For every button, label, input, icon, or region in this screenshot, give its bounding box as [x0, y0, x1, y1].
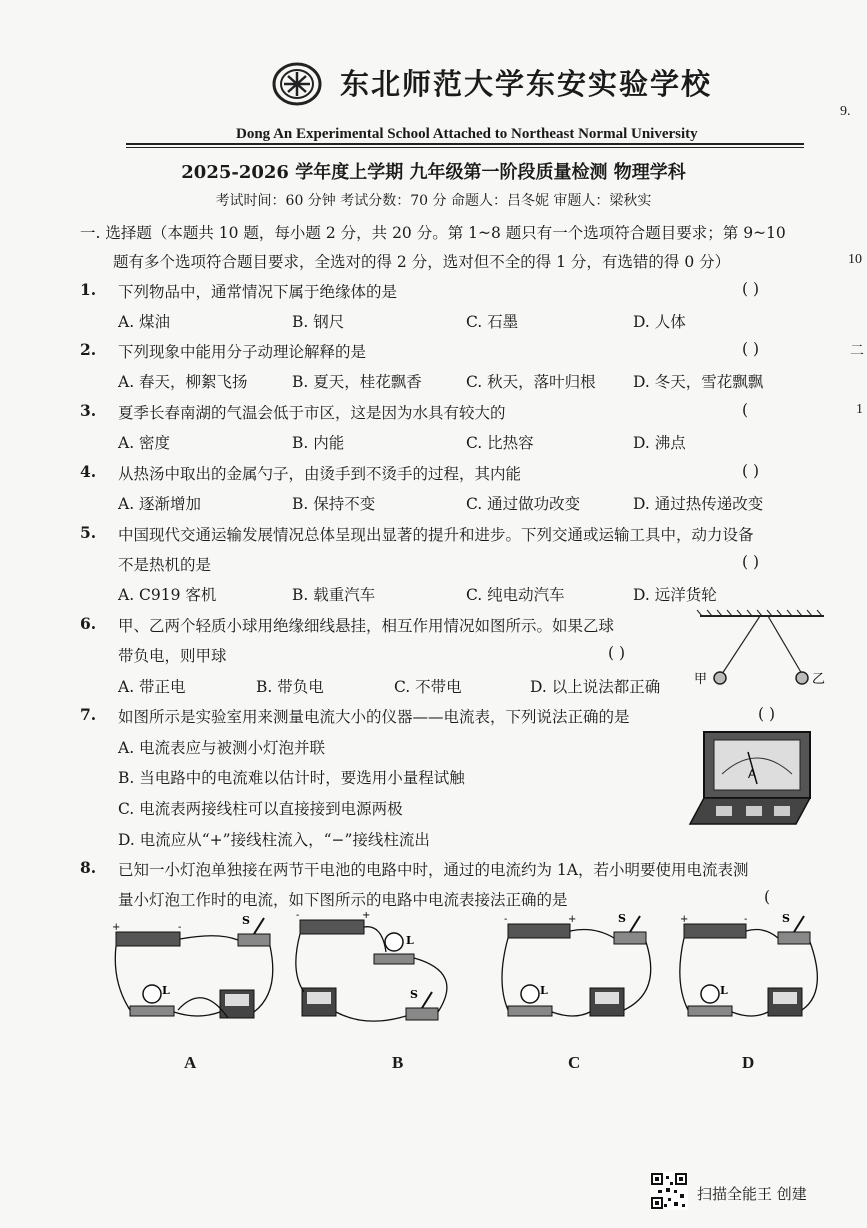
option-d: D. 电流应从“+”接线柱流入，“−”接线柱流出 — [118, 831, 430, 849]
exam-title: 2025-2026 学年度上学期 九年级第一阶段质量检测 物理学科 — [181, 162, 686, 183]
option-b: B. 内能 — [292, 434, 345, 452]
svg-text:S: S — [410, 988, 418, 1001]
option-d: D. 以上说法都正确 — [530, 678, 661, 696]
option-d: D. 远洋货轮 — [633, 586, 717, 604]
answer-paren: ( ) — [742, 553, 760, 571]
question-number: 8. — [80, 858, 97, 877]
option-c: C. 比热容 — [466, 434, 534, 452]
answer-paren: ( ) — [742, 462, 760, 480]
option-d: D. 冬天，雪花飘飘 — [633, 373, 764, 391]
question-stem: 如图所示是实验室用来测量电流大小的仪器——电流表，下列说法正确的是 — [118, 708, 630, 726]
circuit-diagram-b — [286, 912, 470, 1032]
circuit-label-c: C — [568, 1053, 581, 1072]
svg-text:L: L — [540, 984, 548, 997]
option-b: B. 载重汽车 — [292, 586, 376, 604]
option-d: D. 通过热传递改变 — [633, 495, 764, 513]
side-mark: 9. — [840, 104, 851, 119]
ball-label-jia: 甲 — [694, 672, 708, 687]
question-stem-cont: 量小灯泡工作时的电流，如下图所示的电路中电流表接法正确的是 — [118, 891, 568, 909]
option-b: B. 当电路中的电流难以估计时，要选用小量程试触 — [118, 769, 465, 787]
side-mark: 10 — [848, 252, 862, 267]
side-mark: 二 — [850, 344, 864, 359]
option-b: B. 带负电 — [256, 678, 324, 696]
option-a: A. 煤油 — [118, 313, 171, 331]
option-a: A. 带正电 — [118, 678, 186, 696]
circuit-label-b: B — [392, 1053, 404, 1072]
option-a: A. 电流表应与被测小灯泡并联 — [118, 739, 326, 757]
qr-code-icon — [650, 1172, 688, 1210]
ball-label-yi: 乙 — [812, 672, 826, 687]
question-stem: 已知一小灯泡单独接在两节干电池的电路中时，通过的电流约为 1A，若小明要使用电流表测 — [118, 861, 749, 879]
ammeter-figure — [686, 728, 816, 830]
circuit-diagram-c — [494, 912, 664, 1032]
question-number: 5. — [80, 523, 97, 542]
question-stem: 中国现代交通运输发展情况总体呈现出显著的提升和进步。下列交通或运输工具中，动力设备 — [118, 526, 754, 544]
question-number: 3. — [80, 401, 97, 420]
option-a: A. 逐渐增加 — [118, 495, 202, 513]
answer-paren: ( ) — [742, 340, 760, 358]
circuit-diagram-d — [672, 912, 832, 1032]
section-heading-line1: 一. 选择题（本题共 10 题，每小题 2 分，共 20 分。第 1~8 题只有一个选项符合题目要求；第 9~10 — [80, 224, 786, 242]
question-number: 6. — [80, 614, 97, 633]
svg-text:-: - — [178, 922, 182, 933]
question-stem-cont: 不是热机的是 — [118, 556, 212, 574]
svg-text:+: + — [112, 922, 121, 933]
switch-label: S — [242, 914, 250, 927]
question-stem: 下列物品中，通常情况下属于绝缘体的是 — [118, 283, 398, 301]
side-mark: 1 — [856, 402, 863, 417]
svg-text:-: - — [744, 914, 748, 925]
svg-text:S: S — [782, 912, 790, 925]
school-logo — [272, 62, 322, 106]
svg-text:+: + — [568, 914, 577, 925]
circuit-label-a: A — [184, 1053, 197, 1072]
question-number: 7. — [80, 705, 97, 724]
option-d: D. 人体 — [633, 313, 686, 331]
question-stem: 下列现象中能用分子动理论解释的是 — [118, 343, 367, 361]
question-number: 2. — [80, 340, 97, 359]
circuit-label-d: D — [742, 1053, 755, 1072]
question-number: 1. — [80, 280, 97, 299]
svg-text:A: A — [748, 767, 757, 781]
option-c: C. 不带电 — [394, 678, 462, 696]
question-number: 4. — [80, 462, 97, 481]
svg-text:-: - — [296, 912, 300, 921]
answer-paren: ( ) — [608, 644, 626, 662]
svg-text:+: + — [362, 912, 371, 921]
svg-text:L: L — [406, 934, 414, 947]
option-b: B. 夏天，桂花飘香 — [292, 373, 422, 391]
svg-text:L: L — [720, 984, 728, 997]
hanging-balls-figure — [692, 608, 832, 694]
option-c: C. 纯电动汽车 — [466, 586, 565, 604]
svg-text:-: - — [504, 914, 508, 925]
lamp-label: L — [162, 984, 170, 997]
option-a: A. 密度 — [118, 434, 171, 452]
question-stem-cont: 带负电，则甲球 — [118, 647, 227, 665]
answer-paren: ( — [764, 888, 771, 906]
circuit-diagram-a — [108, 912, 280, 1032]
question-stem: 甲、乙两个轻质小球用绝缘细线悬挂，相互作用情况如图所示。如果乙球 — [118, 617, 615, 635]
school-name-en: Dong An Experimental School Attached to Northeast Normal University — [236, 126, 698, 142]
option-c: C. 石墨 — [466, 313, 519, 331]
question-stem: 夏季长春南湖的气温会低于市区，这是因为水具有较大的 — [118, 404, 506, 422]
option-a: A. 春天，柳絮飞扬 — [118, 373, 248, 391]
option-c: C. 秋天，落叶归根 — [466, 373, 596, 391]
school-name-cn: 东北师范大学东安实验学校 — [340, 67, 713, 101]
option-c: C. 电流表两接线柱可以直接接到电源两极 — [118, 800, 403, 818]
option-d: D. 沸点 — [633, 434, 686, 452]
svg-text:+: + — [680, 914, 689, 925]
section-heading-line2: 题有多个选项符合题目要求，全选对的得 2 分，选对但不全的得 1 分，有选错的得 0 分） — [113, 253, 731, 271]
header-rule-thin — [126, 147, 804, 148]
option-c: C. 通过做功改变 — [466, 495, 581, 513]
exam-info: 考试时间：60 分钟 考试分数：70 分 命题人：吕冬妮 审题人：梁秋实 — [215, 193, 652, 209]
option-a: A. C919 客机 — [118, 586, 217, 604]
answer-paren: ( — [742, 401, 749, 419]
scanner-watermark: 扫描全能王 创建 — [697, 1185, 807, 1203]
header-rule — [126, 143, 804, 145]
answer-paren: ( ) — [758, 705, 776, 723]
question-stem: 从热汤中取出的金属勺子，由烫手到不烫手的过程，其内能 — [118, 465, 522, 483]
answer-paren: ( ) — [742, 280, 760, 298]
option-b: B. 保持不变 — [292, 495, 376, 513]
svg-text:S: S — [618, 912, 626, 925]
option-b: B. 钢尺 — [292, 313, 345, 331]
